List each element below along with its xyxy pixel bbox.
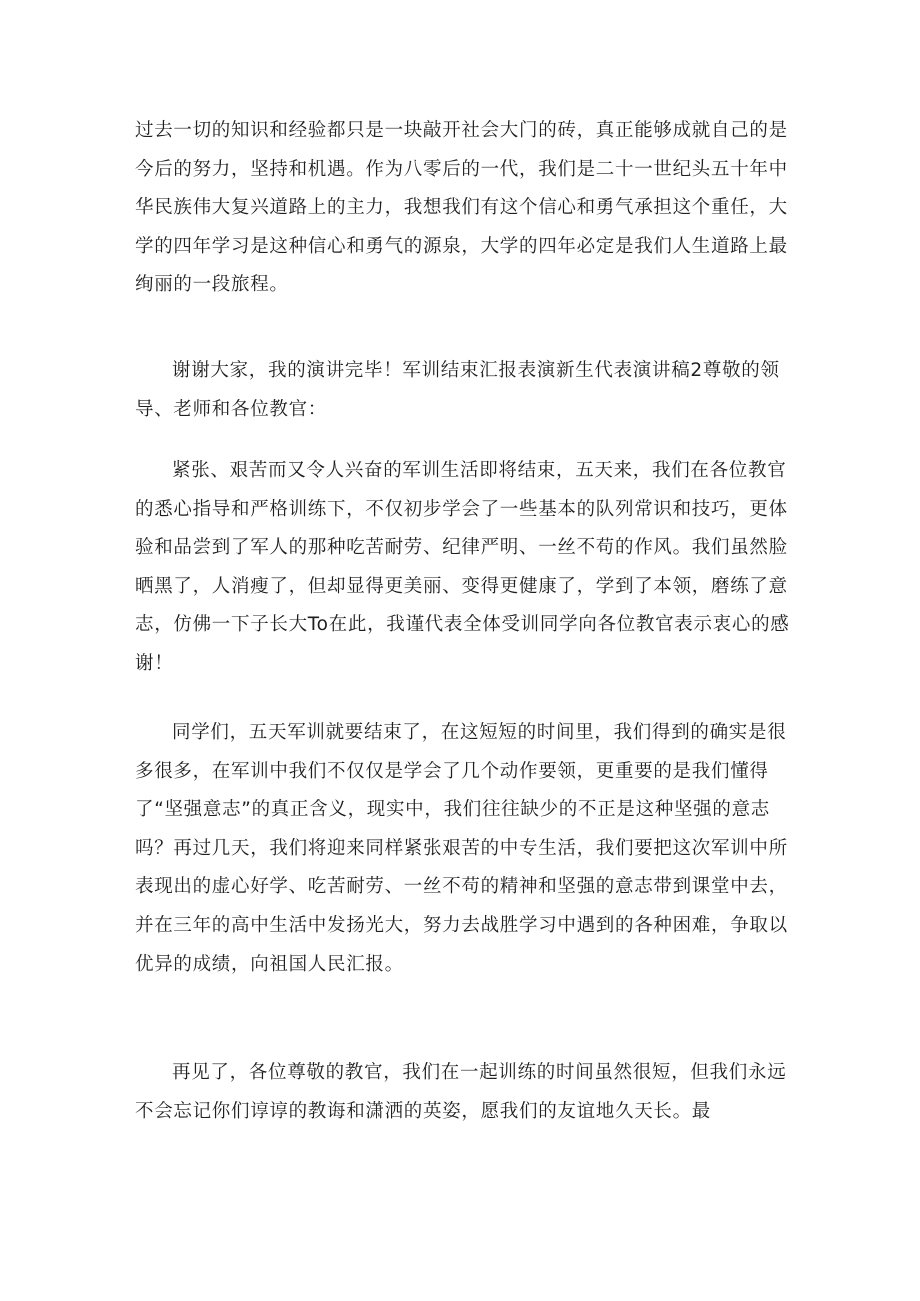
paragraph-4-content: 同学们，五天军训就要结束了，在这短短的时间里，我们得到的确实是很多很多，在军训中我们不仅仅是学会了几个动作要领，更重要的是我们懂得了“坚强意志”的真正含义，现实中，我们往往缺少的不正是这种坚强的意志吗？再过几天，我们将迎来同样紧张艰苦的中专生活，我们要把这次军训中所表现出的虚心好学、吃苦耐劳、一丝不苟的精神和坚强的意志带到课堂中去，并在三年的高中生活中发扬光大，努力去战胜学习中遇到的各种困难，争取以优异的成绩，向祖国人民汇报。 <box>135 722 788 975</box>
paragraph-1 <box>135 112 795 305</box>
paragraph-5 <box>135 1054 795 1131</box>
paragraph-4-text <box>135 714 795 984</box>
paragraph-3-text <box>135 452 795 684</box>
paragraph-3-content: 紧张、艰苦而又令人兴奋的军训生活即将结束，五天来，我们在各位教官的悉心指导和严格训练下，不仅初步学会了一些基本的队列常识和技巧，更体验和品尝到了军人的那种吃苦耐劳、纪律严明、一丝不苟的作风。我们虽然脸晒黑了，人消瘦了，但却显得更美丽、变得更健康了，学到了本领，磨练了意志，仿佛一下子长大To在此，我谨代表全体受训同学向各位教官表示衷心的感谢！ <box>135 460 790 674</box>
paragraph-2-content: 谢谢大家，我的演讲完毕！军训结束汇报表演新生代表演讲稿2尊敬的领导、老师和各位教官： <box>135 360 780 420</box>
paragraph-3 <box>135 452 795 684</box>
paragraph-2-text <box>135 352 795 429</box>
paragraph-4 <box>135 714 795 984</box>
paragraph-5-text <box>135 1054 795 1131</box>
paragraph-2 <box>135 352 795 429</box>
paragraph-1-text: 过去一切的知识和经验都只是一块敲开社会大门的砖，真正能够成就自己的是今后的努力，坚持和机遇。作为八零后的一代，我们是二十一世纪头五十年中华民族伟大复兴道路上的主力，我想我们有这个信心和勇气承担这个重任，大学的四年学习是这种信心和勇气的源泉，大学的四年必定是我们人生道路上最绚丽的一段旅程。 <box>135 120 788 296</box>
paragraph-5-content: 再见了，各位尊敬的教官，我们在一起训练的时间虽然很短，但我们永远不会忘记你们谆谆的教诲和潇洒的英姿，愿我们的友谊地久天长。最 <box>135 1062 787 1122</box>
